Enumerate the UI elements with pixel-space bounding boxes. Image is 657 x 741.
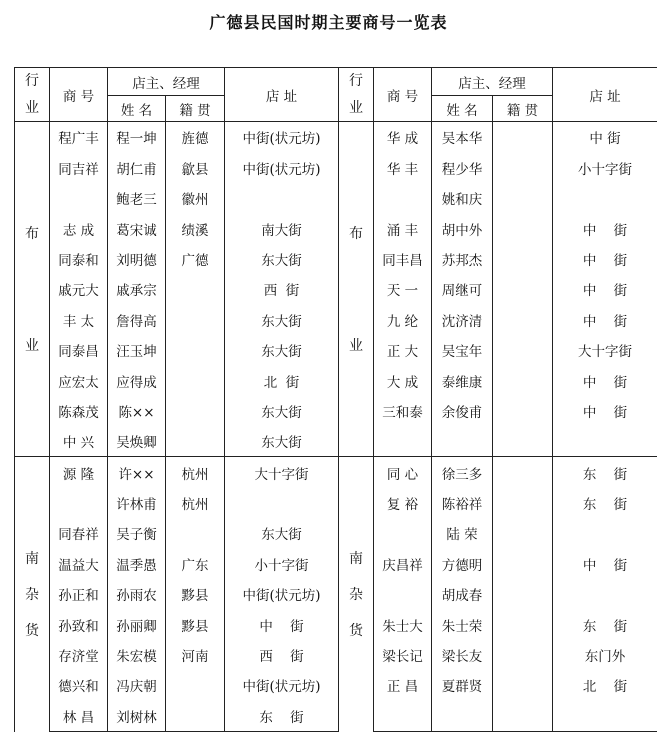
address-cell: 西 街 — [225, 274, 339, 304]
owner-name-cell: 陈×× — [108, 396, 166, 426]
shop-cell: 梁长记 — [374, 640, 432, 670]
address-cell — [553, 701, 657, 732]
address-cell: 小十字街 — [553, 153, 657, 183]
owner-name-cell: 冯庆朝 — [108, 670, 166, 700]
owner-name-cell: 孙丽卿 — [108, 609, 166, 639]
origin-cell: 黟县 — [166, 609, 225, 639]
industry-cell-right — [339, 122, 374, 457]
origin-cell: 广东 — [166, 549, 225, 579]
address-cell: 中街(状元坊) — [225, 153, 339, 183]
industry-cell-left — [15, 457, 50, 732]
industry-cell-left — [15, 122, 50, 457]
merchant-table — [14, 67, 657, 732]
group-0 — [15, 122, 657, 457]
origin-cell — [493, 274, 553, 304]
owner-name-cell: 泰维康 — [432, 365, 493, 395]
shop-cell: 陈森茂 — [50, 396, 108, 426]
origin-cell: 杭州 — [166, 488, 225, 518]
origin-cell — [166, 365, 225, 395]
shop-cell: 存济堂 — [50, 640, 108, 670]
shop-cell: 涌 丰 — [374, 213, 432, 243]
origin-cell: 旌德 — [166, 122, 225, 153]
owner-name-cell: 吴子衡 — [108, 518, 166, 548]
origin-cell — [493, 670, 553, 700]
shop-cell: 中 兴 — [50, 426, 108, 457]
table-row — [15, 213, 657, 243]
owner-name-cell: 温季愚 — [108, 549, 166, 579]
owner-name-cell: 夏群贤 — [432, 670, 493, 700]
owner-name-cell: 梁长友 — [432, 640, 493, 670]
owner-name-cell: 周继可 — [432, 274, 493, 304]
owner-name-cell: 姚和庆 — [432, 183, 493, 213]
origin-cell — [493, 457, 553, 488]
address-cell: 大十字街 — [553, 335, 657, 365]
origin-cell — [166, 396, 225, 426]
owner-name-cell: 戚承宗 — [108, 274, 166, 304]
address-cell: 大十字街 — [225, 457, 339, 488]
origin-cell — [493, 701, 553, 732]
origin-cell — [166, 274, 225, 304]
origin-cell — [493, 244, 553, 274]
table-row — [15, 396, 657, 426]
origin-cell — [493, 335, 553, 365]
shop-cell: 戚元大 — [50, 274, 108, 304]
owner-name-cell: 鲍老三 — [108, 183, 166, 213]
owner-name-cell: 陆 荣 — [432, 518, 493, 548]
address-cell: 北 街 — [553, 670, 657, 700]
address-cell — [553, 579, 657, 609]
owner-name-cell: 胡仁甫 — [108, 153, 166, 183]
owner-name-cell — [432, 426, 493, 457]
address-cell: 小十字街 — [225, 549, 339, 579]
address-cell: 中 街 — [553, 549, 657, 579]
table-row — [15, 701, 657, 732]
address-cell: 中街(状元坊) — [225, 122, 339, 153]
table-row — [15, 549, 657, 579]
owner-name-cell: 余俊甫 — [432, 396, 493, 426]
industry-char: 南 — [349, 551, 363, 568]
shop-cell: 九 纶 — [374, 305, 432, 335]
origin-cell — [493, 305, 553, 335]
origin-cell — [493, 153, 553, 183]
origin-cell — [166, 426, 225, 457]
origin-cell: 黟县 — [166, 579, 225, 609]
shop-cell: 同吉祥 — [50, 153, 108, 183]
industry-char: 业 — [349, 338, 363, 355]
header-address-right: 店 址 — [553, 68, 657, 122]
address-cell: 东 街 — [553, 488, 657, 518]
origin-cell — [493, 183, 553, 213]
shop-cell: 华 丰 — [374, 153, 432, 183]
table-row — [15, 153, 657, 183]
owner-name-cell: 程一坤 — [108, 122, 166, 153]
owner-name-cell: 许×× — [108, 457, 166, 488]
owner-name-cell: 许林甫 — [108, 488, 166, 518]
header-origin-right: 籍 贯 — [493, 96, 553, 122]
owner-name-cell: 葛宋诚 — [108, 213, 166, 243]
industry-char: 杂 — [349, 587, 363, 604]
origin-cell — [493, 518, 553, 548]
owner-name-cell: 刘明德 — [108, 244, 166, 274]
table-row — [15, 122, 657, 153]
shop-cell — [50, 488, 108, 518]
origin-cell — [166, 701, 225, 732]
shop-cell: 华 成 — [374, 122, 432, 153]
address-cell: 中 街 — [553, 213, 657, 243]
origin-cell — [493, 549, 553, 579]
address-cell: 东大街 — [225, 305, 339, 335]
address-cell: 东大街 — [225, 335, 339, 365]
origin-cell — [166, 518, 225, 548]
table-row — [15, 670, 657, 700]
shop-cell: 源 隆 — [50, 457, 108, 488]
address-cell: 中 街 — [553, 274, 657, 304]
shop-cell: 正 昌 — [374, 670, 432, 700]
origin-cell: 徽州 — [166, 183, 225, 213]
shop-cell: 天 一 — [374, 274, 432, 304]
address-cell: 中 街 — [225, 609, 339, 639]
owner-name-cell: 詹得高 — [108, 305, 166, 335]
origin-cell — [166, 305, 225, 335]
industry-char: 货 — [349, 623, 363, 640]
shop-cell: 同 心 — [374, 457, 432, 488]
header-industry: 行 业 — [15, 68, 50, 122]
address-cell: 东 街 — [225, 701, 339, 732]
owner-name-cell: 汪玉坤 — [108, 335, 166, 365]
address-cell — [553, 518, 657, 548]
address-cell: 中 街 — [553, 305, 657, 335]
industry-char: 货 — [25, 623, 39, 640]
shop-cell: 孙正和 — [50, 579, 108, 609]
shop-cell: 温益大 — [50, 549, 108, 579]
address-cell: 北 街 — [225, 365, 339, 395]
owner-name-cell: 胡成春 — [432, 579, 493, 609]
header-owner: 店主、经理 — [108, 68, 225, 96]
address-cell — [553, 183, 657, 213]
origin-cell: 杭州 — [166, 457, 225, 488]
owner-name-cell: 苏邦杰 — [432, 244, 493, 274]
origin-cell — [166, 670, 225, 700]
table-row — [15, 640, 657, 670]
industry-char: 业 — [25, 338, 39, 355]
shop-cell: 德兴和 — [50, 670, 108, 700]
address-cell: 中 街 — [553, 365, 657, 395]
owner-name-cell: 朱宏模 — [108, 640, 166, 670]
address-cell — [225, 488, 339, 518]
origin-cell — [493, 609, 553, 639]
shop-cell: 志 成 — [50, 213, 108, 243]
owner-name-cell: 朱士荣 — [432, 609, 493, 639]
shop-cell: 同春祥 — [50, 518, 108, 548]
shop-cell: 程广丰 — [50, 122, 108, 153]
shop-cell: 大 成 — [374, 365, 432, 395]
owner-name-cell: 陈裕祥 — [432, 488, 493, 518]
table-header — [15, 68, 657, 122]
owner-name-cell — [432, 701, 493, 732]
shop-cell: 同泰昌 — [50, 335, 108, 365]
owner-name-cell: 沈济清 — [432, 305, 493, 335]
address-cell: 中 街 — [553, 396, 657, 426]
industry-char: 杂 — [25, 587, 39, 604]
origin-cell — [493, 579, 553, 609]
group-1 — [15, 457, 657, 732]
owner-name-cell: 方德明 — [432, 549, 493, 579]
shop-cell: 三和泰 — [374, 396, 432, 426]
header-shop: 商 号 — [50, 68, 108, 122]
table-row — [15, 488, 657, 518]
owner-name-cell: 刘树林 — [108, 701, 166, 732]
industry-cell-right — [339, 457, 374, 732]
table-row — [15, 426, 657, 457]
header-name: 姓 名 — [108, 96, 166, 122]
origin-cell — [493, 365, 553, 395]
origin-cell — [493, 122, 553, 153]
shop-cell — [50, 183, 108, 213]
header-address: 店 址 — [225, 68, 339, 122]
origin-cell — [493, 213, 553, 243]
address-cell: 东大街 — [225, 518, 339, 548]
address-cell: 东大街 — [225, 426, 339, 457]
origin-cell: 歙县 — [166, 153, 225, 183]
owner-name-cell: 孙雨农 — [108, 579, 166, 609]
shop-cell: 正 大 — [374, 335, 432, 365]
origin-cell — [493, 640, 553, 670]
address-cell: 西 街 — [225, 640, 339, 670]
owner-name-cell: 吴宝年 — [432, 335, 493, 365]
header-shop-right: 商 号 — [374, 68, 432, 122]
origin-cell — [493, 488, 553, 518]
shop-cell — [374, 183, 432, 213]
owner-name-cell: 徐三多 — [432, 457, 493, 488]
owner-name-cell: 应得成 — [108, 365, 166, 395]
table-row — [15, 518, 657, 548]
owner-name-cell: 吴焕卿 — [108, 426, 166, 457]
shop-cell: 林 昌 — [50, 701, 108, 732]
industry-char: 南 — [25, 551, 39, 568]
industry-char: 布 — [349, 226, 363, 243]
shop-cell: 同丰昌 — [374, 244, 432, 274]
address-cell: 东 街 — [553, 609, 657, 639]
table-row — [15, 335, 657, 365]
table-row — [15, 274, 657, 304]
address-cell: 东大街 — [225, 244, 339, 274]
table-row — [15, 365, 657, 395]
shop-cell: 孙致和 — [50, 609, 108, 639]
origin-cell: 广德 — [166, 244, 225, 274]
shop-cell: 庆昌祥 — [374, 549, 432, 579]
shop-cell: 朱士大 — [374, 609, 432, 639]
address-cell — [225, 183, 339, 213]
owner-name-cell: 胡中外 — [432, 213, 493, 243]
shop-cell — [374, 579, 432, 609]
origin-cell — [493, 396, 553, 426]
shop-cell — [374, 518, 432, 548]
address-cell: 中街(状元坊) — [225, 579, 339, 609]
origin-cell: 河南 — [166, 640, 225, 670]
table-row — [15, 183, 657, 213]
origin-cell — [493, 426, 553, 457]
shop-cell: 同泰和 — [50, 244, 108, 274]
owner-name-cell: 程少华 — [432, 153, 493, 183]
table-row — [15, 457, 657, 488]
header-name-right: 姓 名 — [432, 96, 493, 122]
owner-name-cell: 吴本华 — [432, 122, 493, 153]
table-row — [15, 305, 657, 335]
table-row — [15, 244, 657, 274]
address-cell — [553, 426, 657, 457]
origin-cell — [166, 335, 225, 365]
address-cell: 东大街 — [225, 396, 339, 426]
industry-char: 布 — [25, 226, 39, 243]
header-owner-right: 店主、经理 — [432, 68, 553, 96]
address-cell: 中 街 — [553, 244, 657, 274]
shop-cell: 应宏太 — [50, 365, 108, 395]
shop-cell — [374, 426, 432, 457]
table-row — [15, 579, 657, 609]
page-title: 广德县民国时期主要商号一览表 — [209, 13, 448, 32]
table-row — [15, 609, 657, 639]
shop-cell — [374, 701, 432, 732]
origin-cell: 绩溪 — [166, 213, 225, 243]
address-cell: 中街(状元坊) — [225, 670, 339, 700]
address-cell: 东门外 — [553, 640, 657, 670]
address-cell: 东 街 — [553, 457, 657, 488]
shop-cell: 丰 太 — [50, 305, 108, 335]
header-origin: 籍 贯 — [166, 96, 225, 122]
shop-cell: 复 裕 — [374, 488, 432, 518]
header-industry-right: 行 业 — [339, 68, 374, 122]
address-cell: 南大街 — [225, 213, 339, 243]
address-cell: 中 街 — [553, 122, 657, 153]
